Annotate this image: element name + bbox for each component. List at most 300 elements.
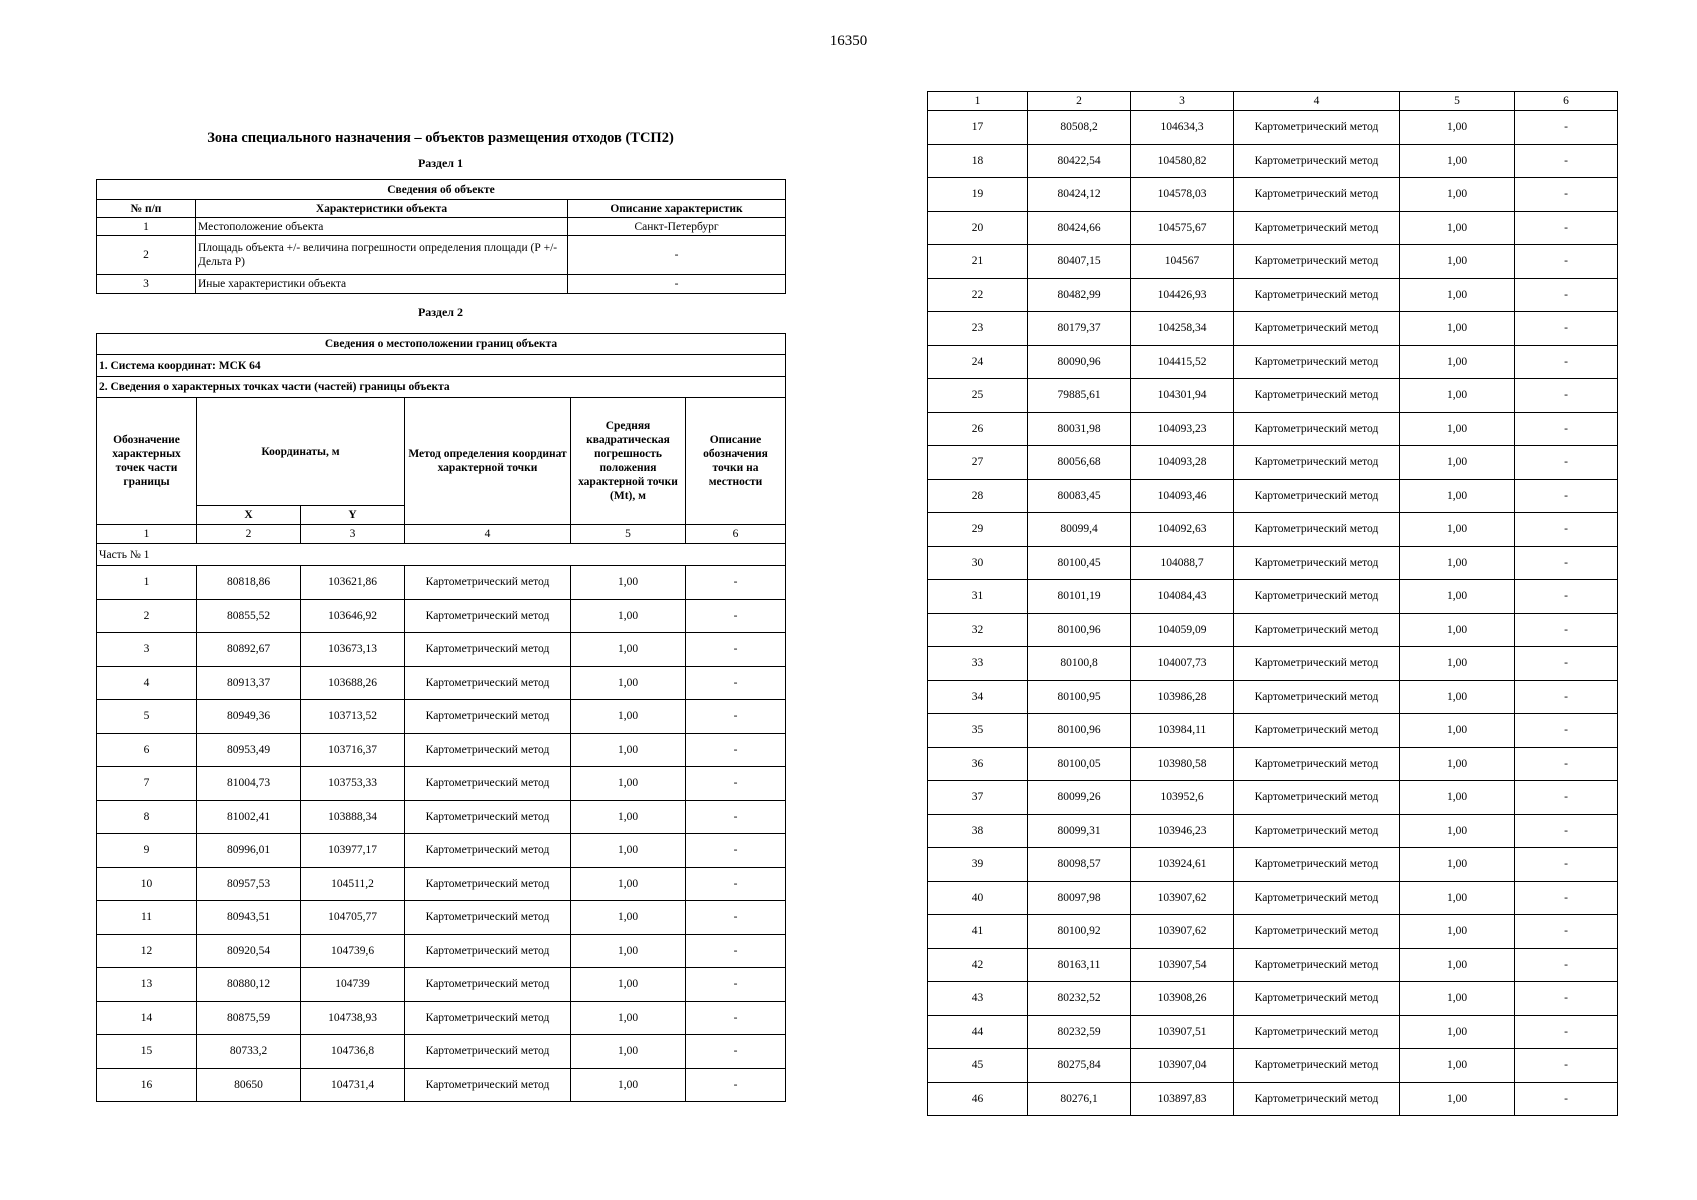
error-value: 1,00 — [1400, 647, 1515, 681]
header-characteristics: Характеристики объекта — [196, 200, 568, 218]
method: Картометрический метод — [405, 599, 571, 633]
point-description: - — [1515, 345, 1618, 379]
coord-y: 104301,94 — [1131, 379, 1234, 413]
point-number: 42 — [928, 948, 1028, 982]
point-description: - — [1515, 881, 1618, 915]
header-description: Описание характеристик — [568, 200, 786, 218]
method: Картометрический метод — [405, 867, 571, 901]
coord-y: 104567 — [1131, 245, 1234, 279]
point-number: 38 — [928, 814, 1028, 848]
error-value: 1,00 — [1400, 144, 1515, 178]
table-row — [97, 733, 786, 767]
header-point-designation: Обозначение характерных точек части границы — [97, 398, 197, 525]
coord-x: 80920,54 — [197, 934, 301, 968]
point-number: 1 — [97, 566, 197, 600]
coord-x: 80276,1 — [1028, 1082, 1131, 1116]
method: Картометрический метод — [1234, 1082, 1400, 1116]
coord-x: 80056,68 — [1028, 446, 1131, 480]
table-row — [928, 111, 1618, 145]
coord-x: 80099,31 — [1028, 814, 1131, 848]
error-value: 1,00 — [1400, 546, 1515, 580]
coord-y: 103716,37 — [301, 733, 405, 767]
coord-x: 80913,37 — [197, 666, 301, 700]
method: Картометрический метод — [1234, 479, 1400, 513]
error-value: 1,00 — [571, 1001, 686, 1035]
point-description: - — [686, 867, 786, 901]
point-description: - — [1515, 781, 1618, 815]
coord-x: 80097,98 — [1028, 881, 1131, 915]
table-row — [928, 144, 1618, 178]
method: Картометрический метод — [1234, 546, 1400, 580]
point-description: - — [1515, 1049, 1618, 1083]
coord-x: 80650 — [197, 1068, 301, 1102]
point-description: - — [1515, 446, 1618, 480]
point-number: 43 — [928, 982, 1028, 1016]
coord-y: 104705,77 — [301, 901, 405, 935]
error-value: 1,00 — [571, 800, 686, 834]
table-row — [97, 566, 786, 600]
method: Картометрический метод — [1234, 1049, 1400, 1083]
table-row — [97, 1001, 786, 1035]
part-label: Часть № 1 — [97, 544, 786, 566]
coord-y: 104084,43 — [1131, 580, 1234, 614]
coord-y: 103621,86 — [301, 566, 405, 600]
coord-y: 103907,62 — [1131, 915, 1234, 949]
section2-label: Раздел 2 — [417, 305, 464, 319]
coord-y: 103907,62 — [1131, 881, 1234, 915]
point-number: 18 — [928, 144, 1028, 178]
col-number: 6 — [686, 525, 786, 544]
table-row — [97, 700, 786, 734]
coord-x: 80179,37 — [1028, 312, 1131, 346]
point-number: 36 — [928, 747, 1028, 781]
points-title: 2. Сведения о характерных точках части (частей) границы объекта — [97, 377, 786, 398]
col-number: 2 — [197, 525, 301, 544]
error-value: 1,00 — [1400, 747, 1515, 781]
error-value: 1,00 — [1400, 982, 1515, 1016]
coord-x: 80099,26 — [1028, 781, 1131, 815]
error-value: 1,00 — [571, 767, 686, 801]
method: Картометрический метод — [405, 968, 571, 1002]
coord-x: 81004,73 — [197, 767, 301, 801]
method: Картометрический метод — [1234, 647, 1400, 681]
error-value: 1,00 — [1400, 412, 1515, 446]
method: Картометрический метод — [405, 934, 571, 968]
coord-y: 103952,6 — [1131, 781, 1234, 815]
table-row — [928, 881, 1618, 915]
error-value: 1,00 — [1400, 1049, 1515, 1083]
coord-y: 104736,8 — [301, 1035, 405, 1069]
coord-x: 80855,52 — [197, 599, 301, 633]
error-value: 1,00 — [571, 867, 686, 901]
table-row — [97, 800, 786, 834]
method: Картометрический метод — [405, 1035, 571, 1069]
point-description: - — [1515, 915, 1618, 949]
error-value: 1,00 — [1400, 915, 1515, 949]
method: Картометрический метод — [1234, 144, 1400, 178]
error-value: 1,00 — [571, 566, 686, 600]
col-number: 2 — [1028, 92, 1131, 111]
point-description: - — [1515, 982, 1618, 1016]
coord-y: 103897,83 — [1131, 1082, 1234, 1116]
error-value: 1,00 — [1400, 379, 1515, 413]
error-value: 1,00 — [571, 901, 686, 935]
table-row — [928, 848, 1618, 882]
coord-y: 104258,34 — [1131, 312, 1234, 346]
point-description: - — [686, 834, 786, 868]
point-description: - — [1515, 747, 1618, 781]
header-x: X — [197, 506, 301, 525]
coord-y: 104580,82 — [1131, 144, 1234, 178]
point-description: - — [1515, 680, 1618, 714]
coord-x: 81002,41 — [197, 800, 301, 834]
error-value: 1,00 — [1400, 814, 1515, 848]
coord-x: 80953,49 — [197, 733, 301, 767]
point-description: - — [1515, 144, 1618, 178]
coord-y: 103907,04 — [1131, 1049, 1234, 1083]
table-row — [928, 714, 1618, 748]
point-description: - — [686, 733, 786, 767]
col-number: 3 — [301, 525, 405, 544]
method: Картометрический метод — [1234, 245, 1400, 279]
table-row — [928, 781, 1618, 815]
error-value: 1,00 — [1400, 312, 1515, 346]
coord-y: 104731,4 — [301, 1068, 405, 1102]
point-number: 34 — [928, 680, 1028, 714]
point-description: - — [686, 666, 786, 700]
point-description: - — [1515, 1082, 1618, 1116]
right-rows — [928, 111, 1618, 1116]
point-number: 14 — [97, 1001, 197, 1035]
point-number: 2 — [97, 599, 197, 633]
coord-y: 104575,67 — [1131, 211, 1234, 245]
error-value: 1,00 — [1400, 245, 1515, 279]
method: Картометрический метод — [405, 566, 571, 600]
point-number: 13 — [97, 968, 197, 1002]
point-description: - — [1515, 513, 1618, 547]
coord-x: 80100,96 — [1028, 613, 1131, 647]
point-number: 37 — [928, 781, 1028, 815]
coord-y: 104634,3 — [1131, 111, 1234, 145]
zone-title: Зона специального назначения – объектов размещения отходов (ТСП2) — [207, 130, 674, 146]
coord-y: 103753,33 — [301, 767, 405, 801]
object-row-name: Площадь объекта +/- величина погрешности определения площади (Р +/- Дельта Р) — [196, 236, 568, 275]
error-value: 1,00 — [1400, 111, 1515, 145]
error-value: 1,00 — [1400, 345, 1515, 379]
table-row — [97, 666, 786, 700]
error-value: 1,00 — [1400, 278, 1515, 312]
point-number: 7 — [97, 767, 197, 801]
method: Картометрический метод — [1234, 312, 1400, 346]
coord-system: 1. Система координат: МСК 64 — [97, 355, 786, 377]
coord-x: 80482,99 — [1028, 278, 1131, 312]
coord-y: 103688,26 — [301, 666, 405, 700]
table-row — [928, 178, 1618, 212]
error-value: 1,00 — [1400, 948, 1515, 982]
error-value: 1,00 — [571, 968, 686, 1002]
header-num: № п/п — [97, 200, 196, 218]
coord-y: 103646,92 — [301, 599, 405, 633]
header-method: Метод определения координат характерной точки — [405, 398, 571, 525]
method: Картометрический метод — [1234, 781, 1400, 815]
method: Картометрический метод — [405, 733, 571, 767]
table-row — [97, 901, 786, 935]
point-number: 32 — [928, 613, 1028, 647]
table-row — [97, 1068, 786, 1102]
method: Картометрический метод — [405, 633, 571, 667]
header-error: Средняя квадратическая погрешность положения характерной точки (Мt), м — [571, 398, 686, 525]
left-column — [96, 120, 785, 1102]
object-row-value: - — [568, 236, 786, 275]
method: Картометрический метод — [1234, 446, 1400, 480]
table-row — [928, 278, 1618, 312]
point-number: 25 — [928, 379, 1028, 413]
coord-x: 80943,51 — [197, 901, 301, 935]
point-description: - — [1515, 948, 1618, 982]
method: Картометрический метод — [1234, 1015, 1400, 1049]
point-number: 12 — [97, 934, 197, 968]
point-number: 27 — [928, 446, 1028, 480]
point-description: - — [686, 566, 786, 600]
error-value: 1,00 — [571, 834, 686, 868]
method: Картометрический метод — [1234, 948, 1400, 982]
point-number: 21 — [928, 245, 1028, 279]
coord-x: 80100,92 — [1028, 915, 1131, 949]
error-value: 1,00 — [571, 666, 686, 700]
point-description: - — [1515, 580, 1618, 614]
table-row — [928, 479, 1618, 513]
error-value: 1,00 — [1400, 211, 1515, 245]
object-row-value: - — [568, 275, 786, 294]
object-row-num: 1 — [97, 218, 196, 236]
error-value: 1,00 — [1400, 1015, 1515, 1049]
coord-y: 104092,63 — [1131, 513, 1234, 547]
table-row — [928, 613, 1618, 647]
coord-y: 104093,23 — [1131, 412, 1234, 446]
point-number: 22 — [928, 278, 1028, 312]
header-coordinates: Координаты, м — [197, 398, 405, 506]
point-number: 44 — [928, 1015, 1028, 1049]
location-table-title: Сведения о местоположении границ объекта — [97, 334, 786, 355]
error-value: 1,00 — [1400, 479, 1515, 513]
coordinates-table-left — [96, 333, 786, 1102]
table-row — [928, 647, 1618, 681]
table-row — [928, 1015, 1618, 1049]
point-number: 28 — [928, 479, 1028, 513]
point-number: 11 — [97, 901, 197, 935]
coord-x: 80083,45 — [1028, 479, 1131, 513]
coord-y: 104738,93 — [301, 1001, 405, 1035]
object-row-num: 2 — [97, 236, 196, 275]
coord-x: 80957,53 — [197, 867, 301, 901]
method: Картометрический метод — [405, 1068, 571, 1102]
point-number: 10 — [97, 867, 197, 901]
table-row — [928, 446, 1618, 480]
point-description: - — [686, 599, 786, 633]
point-number: 26 — [928, 412, 1028, 446]
error-value: 1,00 — [1400, 513, 1515, 547]
page-number: 16350 — [829, 33, 868, 49]
point-number: 29 — [928, 513, 1028, 547]
table-row — [97, 934, 786, 968]
point-number: 17 — [928, 111, 1028, 145]
error-value: 1,00 — [571, 1035, 686, 1069]
error-value: 1,00 — [1400, 580, 1515, 614]
method: Картометрический метод — [1234, 111, 1400, 145]
point-number: 33 — [928, 647, 1028, 681]
error-value: 1,00 — [571, 1068, 686, 1102]
table-row — [928, 747, 1618, 781]
col-number: 3 — [1131, 92, 1234, 111]
point-description: - — [1515, 1015, 1618, 1049]
coord-x: 80875,59 — [197, 1001, 301, 1035]
table-row — [97, 968, 786, 1002]
table-row — [928, 379, 1618, 413]
point-number: 40 — [928, 881, 1028, 915]
coord-x: 80880,12 — [197, 968, 301, 1002]
method: Картометрический метод — [405, 834, 571, 868]
point-description: - — [1515, 379, 1618, 413]
left-rows — [97, 566, 786, 1102]
error-value: 1,00 — [1400, 714, 1515, 748]
point-description: - — [686, 1001, 786, 1035]
point-description: - — [1515, 178, 1618, 212]
section1-label: Раздел 1 — [417, 156, 464, 170]
coord-x: 80424,12 — [1028, 178, 1131, 212]
error-value: 1,00 — [1400, 178, 1515, 212]
method: Картометрический метод — [1234, 613, 1400, 647]
table-row — [97, 767, 786, 801]
point-description: - — [1515, 814, 1618, 848]
table-row — [928, 546, 1618, 580]
coord-x: 80100,45 — [1028, 546, 1131, 580]
method: Картометрический метод — [1234, 513, 1400, 547]
method: Картометрический метод — [1234, 211, 1400, 245]
coord-x: 80101,19 — [1028, 580, 1131, 614]
method: Картометрический метод — [1234, 278, 1400, 312]
coord-x: 80100,05 — [1028, 747, 1131, 781]
col-number: 1 — [97, 525, 197, 544]
table-row — [928, 1082, 1618, 1116]
coord-y: 104088,7 — [1131, 546, 1234, 580]
coord-x: 80508,2 — [1028, 111, 1131, 145]
col-number: 4 — [405, 525, 571, 544]
header-y: Y — [301, 506, 405, 525]
point-description: - — [1515, 245, 1618, 279]
coord-y: 103977,17 — [301, 834, 405, 868]
coord-y: 104007,73 — [1131, 647, 1234, 681]
point-number: 9 — [97, 834, 197, 868]
table-row — [97, 867, 786, 901]
table-row — [928, 814, 1618, 848]
point-number: 24 — [928, 345, 1028, 379]
table-row — [928, 982, 1618, 1016]
method: Картометрический метод — [1234, 379, 1400, 413]
point-number: 39 — [928, 848, 1028, 882]
coord-x: 79885,61 — [1028, 379, 1131, 413]
point-description: - — [686, 901, 786, 935]
point-description: - — [686, 767, 786, 801]
point-number: 23 — [928, 312, 1028, 346]
coord-x: 80275,84 — [1028, 1049, 1131, 1083]
table-row — [928, 948, 1618, 982]
point-description: - — [1515, 647, 1618, 681]
point-number: 3 — [97, 633, 197, 667]
point-number: 46 — [928, 1082, 1028, 1116]
table-row — [928, 312, 1618, 346]
method: Картометрический метод — [1234, 747, 1400, 781]
point-description: - — [1515, 848, 1618, 882]
error-value: 1,00 — [1400, 848, 1515, 882]
object-row-value: Санкт-Петербург — [568, 218, 786, 236]
method: Картометрический метод — [405, 800, 571, 834]
method: Картометрический метод — [405, 1001, 571, 1035]
point-number: 15 — [97, 1035, 197, 1069]
coord-y: 104739 — [301, 968, 405, 1002]
method: Картометрический метод — [1234, 412, 1400, 446]
table-row — [97, 834, 786, 868]
coord-y: 103907,51 — [1131, 1015, 1234, 1049]
method: Картометрический метод — [1234, 848, 1400, 882]
coord-x: 80232,52 — [1028, 982, 1131, 1016]
point-number: 30 — [928, 546, 1028, 580]
method: Картометрический метод — [1234, 580, 1400, 614]
coord-y: 103980,58 — [1131, 747, 1234, 781]
coord-x: 80949,36 — [197, 700, 301, 734]
point-description: - — [1515, 211, 1618, 245]
col-number: 1 — [928, 92, 1028, 111]
col-number: 5 — [1400, 92, 1515, 111]
coordinates-table-right — [927, 91, 1618, 1116]
method: Картометрический метод — [1234, 178, 1400, 212]
method: Картометрический метод — [1234, 680, 1400, 714]
coord-x: 80818,86 — [197, 566, 301, 600]
coord-y: 104059,09 — [1131, 613, 1234, 647]
error-value: 1,00 — [1400, 613, 1515, 647]
method: Картометрический метод — [1234, 881, 1400, 915]
point-description: - — [1515, 412, 1618, 446]
table-row — [928, 513, 1618, 547]
point-number: 6 — [97, 733, 197, 767]
method: Картометрический метод — [405, 666, 571, 700]
header-point-description: Описание обозначения точки на местности — [686, 398, 786, 525]
method: Картометрический метод — [405, 767, 571, 801]
object-row-name: Местоположение объекта — [196, 218, 568, 236]
error-value: 1,00 — [571, 733, 686, 767]
coord-y: 104426,93 — [1131, 278, 1234, 312]
point-description: - — [686, 800, 786, 834]
table-row — [97, 633, 786, 667]
coord-y: 103986,28 — [1131, 680, 1234, 714]
coord-x: 80232,59 — [1028, 1015, 1131, 1049]
table-row — [928, 245, 1618, 279]
coord-y: 103673,13 — [301, 633, 405, 667]
coord-x: 80424,66 — [1028, 211, 1131, 245]
error-value: 1,00 — [571, 633, 686, 667]
coord-x: 80031,98 — [1028, 412, 1131, 446]
point-number: 4 — [97, 666, 197, 700]
point-description: - — [1515, 312, 1618, 346]
point-description: - — [1515, 111, 1618, 145]
table-row — [928, 915, 1618, 949]
point-description: - — [686, 633, 786, 667]
coord-x: 80100,96 — [1028, 714, 1131, 748]
coord-y: 103946,23 — [1131, 814, 1234, 848]
coord-y: 103888,34 — [301, 800, 405, 834]
table-row — [928, 1049, 1618, 1083]
col-number: 6 — [1515, 92, 1618, 111]
error-value: 1,00 — [1400, 881, 1515, 915]
